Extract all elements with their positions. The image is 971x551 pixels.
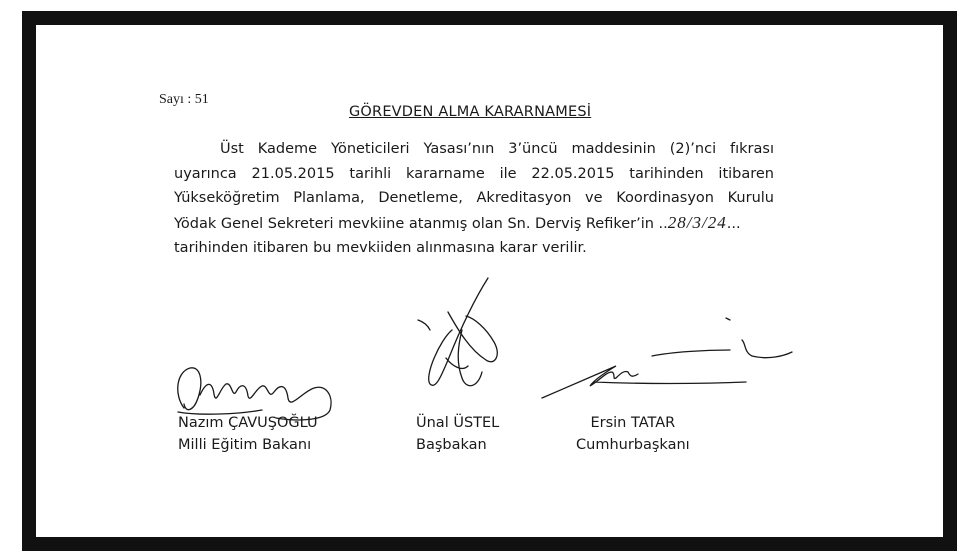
signatory-role: Cumhurbaşkanı: [576, 437, 690, 453]
signatory-ustel: [416, 412, 499, 456]
signatory-role: Başbakan: [416, 437, 487, 453]
body-line-4-text: Yödak Genel Sekreteri mevkiine atanmış olan Sn. Derviş Refiker’in ..: [174, 215, 668, 232]
signatory-name: Ersin TATAR: [590, 415, 676, 431]
signatory-role: Milli Eğitim Bakanı: [178, 437, 312, 453]
signatory-cavusoglu: [178, 412, 318, 456]
body-line-3: Yükseköğretim Planlama, Denetleme, Akreditasyon ve Koordinasyon Kurulu: [174, 190, 774, 206]
signatory-tatar: [576, 412, 690, 456]
decree-number: Sayı : 51: [159, 92, 209, 107]
body-line-4: [174, 211, 774, 237]
date-dots: ...: [726, 215, 741, 232]
decree-body: [174, 137, 774, 261]
decree-title: GÖREVDEN ALMA KARARNAMESİ: [349, 104, 592, 120]
body-line-2: uyarınca 21.05.2015 tarihli kararname ile 22.05.2015 tarihinden itibaren: [174, 165, 774, 182]
signature-tatar: [542, 318, 792, 398]
signatory-name: Ünal ÜSTEL: [416, 415, 500, 431]
body-line-5: tarihinden itibaren bu mevkiiden alınmasına karar verilir.: [174, 240, 587, 256]
body-line-1: Üst Kademe Yöneticileri Yasası’nın 3’üncü maddesinin (2)’nci fıkrası: [220, 141, 774, 157]
signature-ustel: [418, 278, 497, 386]
handwritten-date: 28/3/24: [667, 212, 727, 232]
signatory-name: Nazım ÇAVUŞOĞLU: [178, 415, 318, 431]
